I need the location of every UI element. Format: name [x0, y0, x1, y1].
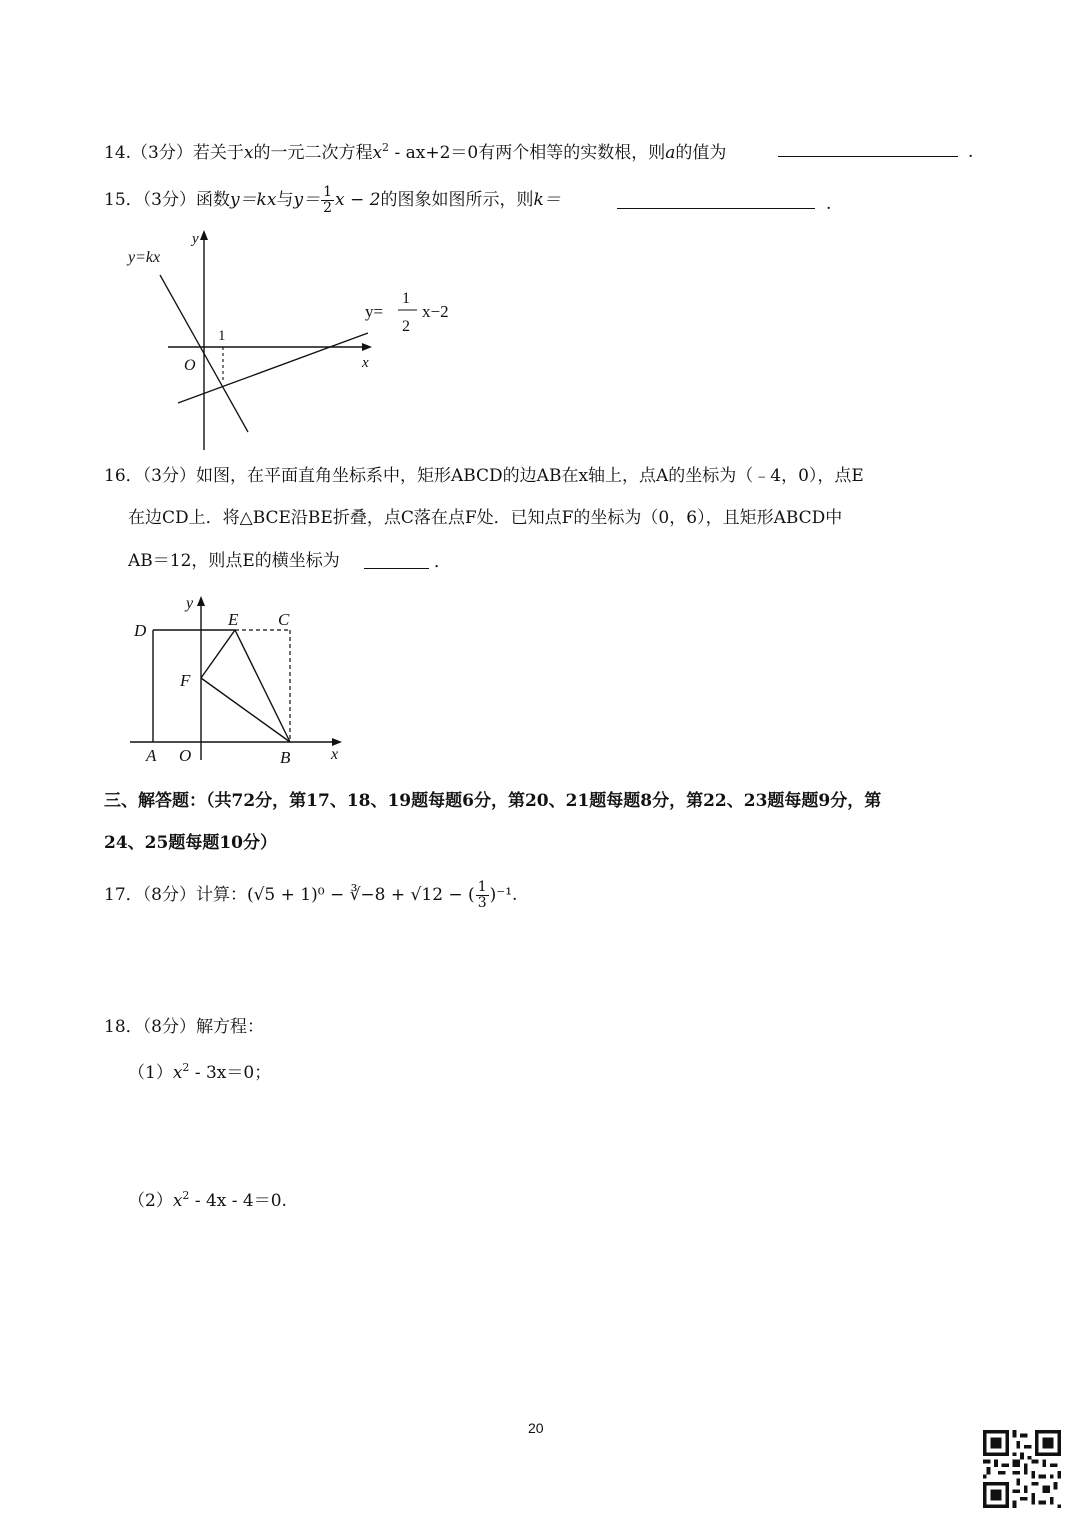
fig16-label-B: B [280, 748, 291, 767]
figure-16-rectangle [120, 590, 360, 770]
section-3-line2: 24、25题每题10分） [104, 833, 277, 853]
q18-p1-x: x [172, 1063, 183, 1083]
fig16-label-E: E [228, 610, 239, 629]
q18-part-1 [128, 1062, 271, 1082]
q18-p2-rest: - 4x - 4＝0. [189, 1191, 287, 1211]
fig16-y-arrow [197, 596, 205, 606]
q18-p2-label: （2） [128, 1191, 173, 1211]
q17-expression: (√5 + 1)⁰ − ∛−8 + √12 − ( [246, 885, 475, 905]
fig16-x-arrow [332, 738, 342, 746]
q14-eq-rest: - ax+2＝0 [389, 143, 479, 163]
q14-var-x: x [243, 143, 254, 163]
q14-sup: 2 [382, 141, 390, 154]
fig15-label-half-den: 2 [402, 318, 410, 335]
q14-prefix: 14.（3分）若关于 [104, 143, 244, 163]
fig16-label-C: C [278, 610, 290, 629]
fig15-y-arrow [200, 230, 208, 240]
fig16-segment-FB [201, 678, 290, 742]
q15-eq2-right: x − 2 [334, 190, 381, 210]
q17-frac-den: 3 [477, 895, 487, 911]
fig15-x-arrow [362, 343, 372, 351]
question-16-line1: 16．（3分）如图，在平面直角坐标系中，矩形ABCD的边AB在x轴上，点A的坐标为（﹣4，0），点E [104, 466, 864, 486]
q14-answer-blank[interactable] [778, 142, 958, 157]
section-3-line1: 三、解答题：（共72分，第17、18、19题每题6分，第20、21题每题8分，第22、23题每题9分，第 [104, 791, 882, 811]
question-14 [104, 142, 726, 162]
qr-code-icon [983, 1430, 1061, 1508]
q15-prefix: 15．（3分）函数 [104, 190, 230, 210]
fig16-label-x: x [331, 746, 339, 763]
page-number: 20 [528, 1420, 544, 1436]
figure-15-graph [120, 225, 480, 455]
q14-mid2: 有两个相等的实数根，则 [478, 143, 666, 163]
fig16-label-O: O [179, 746, 192, 765]
q17-prefix: 17．（8分）计算： [104, 885, 247, 905]
q15-fraction [321, 185, 334, 215]
fig15-label-half-num: 1 [402, 290, 410, 307]
question-17 [104, 878, 517, 912]
q14-period: . [968, 142, 974, 162]
fig15-label-half-left: y= [365, 302, 384, 321]
q14-mid1: 的一元二次方程 [253, 143, 373, 163]
fig16-label-y: y [186, 595, 194, 612]
q16-answer-blank[interactable] [364, 554, 429, 569]
fig15-label-half-right: x−2 [422, 302, 449, 321]
question-18-title: 18．（8分）解方程： [104, 1017, 264, 1037]
q15-answer-blank[interactable] [617, 194, 815, 209]
q14-eq-x: x [372, 143, 383, 163]
fig16-label-F: F [180, 671, 191, 690]
q18-p1-label: （1） [128, 1063, 173, 1083]
fig15-origin-label: O [184, 357, 196, 374]
q17-frac-num: 1 [477, 879, 487, 896]
fig15-tick-1: 1 [218, 328, 226, 344]
q15-mid: 与 [276, 190, 294, 210]
q15-eq1: y＝kx [229, 190, 277, 210]
question-15 [104, 185, 561, 216]
fig16-label-D: D [134, 621, 147, 640]
fig15-axis-y-label: y [192, 231, 199, 247]
q18-p2-x: x [172, 1191, 183, 1211]
fig15-line-half [178, 333, 368, 403]
q18-p1-rest: - 3x＝0； [189, 1063, 272, 1083]
fig16-segment-EF [201, 630, 235, 678]
q17-expression-end: )⁻¹. [489, 885, 518, 905]
q14-var-a: a [665, 143, 676, 163]
q16-period: ． [434, 552, 451, 572]
fig15-label-kx: y=kx [128, 249, 161, 266]
q17-fraction [476, 880, 489, 910]
q15-frac-num: 1 [323, 184, 332, 201]
q15-eq2-left: y＝ [293, 190, 321, 210]
q15-frac-den: 2 [323, 200, 332, 216]
question-16-line3: AB＝12，则点E的横坐标为 [128, 551, 340, 571]
q15-k: k＝ [533, 190, 561, 210]
question-16-line2: 在边CD上．将△BCE沿BE折叠，点C落在点F处．已知点F的坐标为（0，6），且矩形ABCD中 [128, 508, 843, 528]
fig15-axis-x-label: x [362, 355, 369, 371]
q18-part-2 [128, 1190, 287, 1210]
q14-end: 的值为 [675, 143, 727, 163]
q18-p1-sup: 2 [182, 1061, 190, 1074]
fig16-segment-EB [235, 630, 290, 742]
q18-p2-sup: 2 [182, 1189, 190, 1202]
q15-period: . [826, 194, 832, 214]
fig16-label-A: A [146, 746, 157, 765]
q15-end: 的图象如图所示，则 [380, 190, 534, 210]
